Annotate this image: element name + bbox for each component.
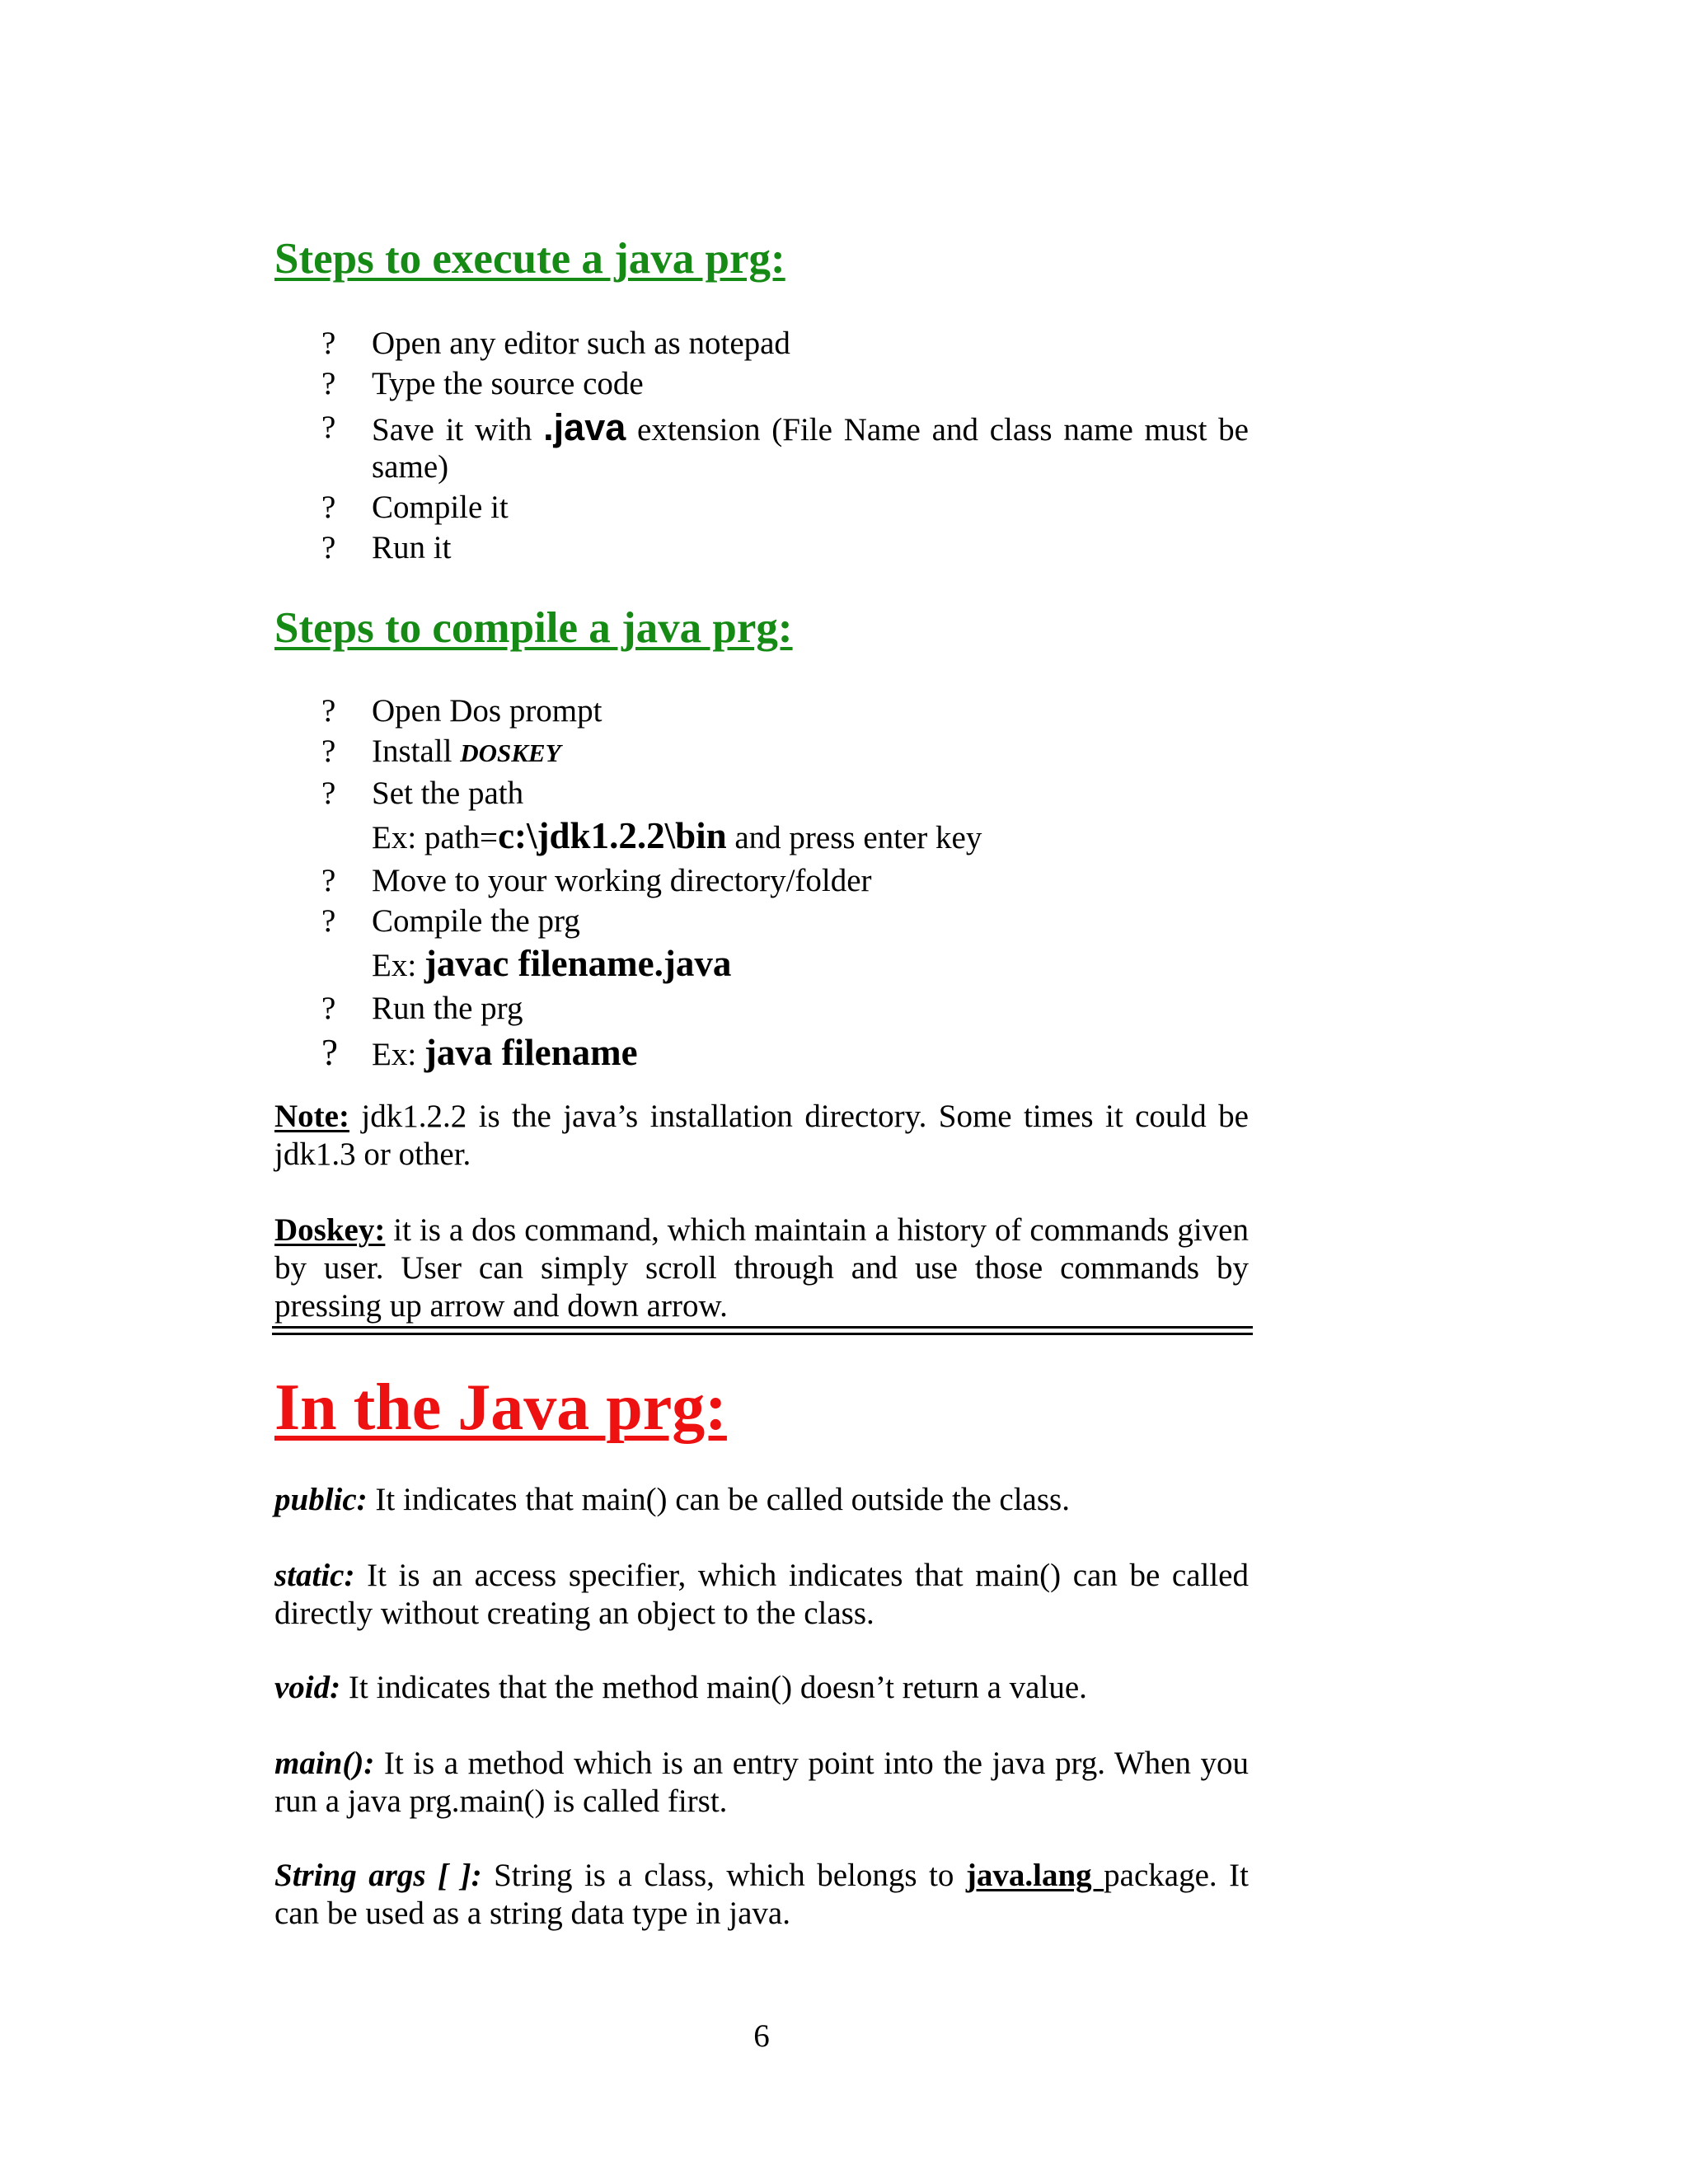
bullet-mark: ?	[321, 693, 336, 729]
note-label: Note:	[274, 1099, 349, 1134]
static-paragraph: static: It is an access specifier, which indicates that main() can be called directly without creating an object to the class.	[274, 1558, 1249, 1631]
bullet-mark: ?	[321, 326, 336, 361]
list-item: ? Ex: java filename	[274, 1029, 1249, 1079]
static-label: static:	[274, 1558, 355, 1593]
list-item: ? Open Dos prompt	[274, 691, 1249, 731]
path-value: c:\jdk1.2.2\bin	[498, 815, 727, 856]
string-args-label: String args [ ]:	[274, 1858, 482, 1893]
list-item: ? Open any editor such as notepad	[274, 323, 1249, 363]
list-item: ? Install DOSKEY	[274, 731, 1249, 773]
heading-compile-steps: Steps to compile a java prg:	[274, 604, 793, 652]
javac-example: Ex: javac filename.java	[372, 943, 732, 984]
void-paragraph: void: It indicates that the method main() doesn’t return a value.	[274, 1670, 1087, 1705]
bullet-mark: ?	[321, 410, 336, 445]
heading-in-java-prg: In the Java prg:	[274, 1371, 727, 1444]
main-paragraph: main(): It is a method which is an entry point into the java prg. When you run a java prg.main() is called first.	[274, 1746, 1249, 1819]
javac-command: javac filename.java	[424, 943, 732, 984]
bullet-mark: ?	[321, 776, 336, 811]
main-label: main():	[274, 1746, 375, 1781]
compile-steps-list	[274, 691, 1249, 1079]
string-args-paragraph: String args [ ]: String is a class, which belongs to java.lang package. It can be used as a string data type in java.	[274, 1858, 1249, 1931]
list-item: ? Move to your working directory/folder	[274, 860, 1249, 901]
bullet-mark: ?	[321, 991, 336, 1026]
divider-line-top	[272, 1326, 1253, 1329]
java-command: java filename	[424, 1032, 638, 1073]
java-lang-package: java.lang	[965, 1858, 1104, 1893]
divider-line-bottom	[272, 1333, 1253, 1335]
bullet-mark: ?	[321, 490, 336, 525]
void-label: void:	[274, 1670, 341, 1705]
path-example: Ex: path=c:\jdk1.2.2\bin and press enter key	[372, 815, 982, 856]
heading-execute-steps: Steps to execute a java prg:	[274, 235, 785, 283]
public-label: public:	[274, 1482, 368, 1517]
execute-steps-list	[274, 323, 1249, 568]
bullet-mark: ?	[321, 903, 336, 939]
list-item: ? Compile it	[274, 487, 1249, 527]
list-item: ? Run the prg	[274, 988, 1249, 1029]
list-item: ? Run it	[274, 527, 1249, 568]
list-item: ? Compile the prg	[274, 901, 1249, 941]
list-item: ? Type the source code	[274, 363, 1249, 404]
java-extension: .java	[543, 406, 626, 448]
doskey-term: DOSKEY	[460, 738, 561, 767]
document-page	[274, 0, 1249, 2184]
bullet-mark: ?	[321, 1032, 338, 1073]
bullet-mark: ?	[321, 530, 336, 565]
doskey-paragraph: Doskey: it is a dos command, which maintain a history of commands given by user. User can simply scroll through and use those commands by pressing up arrow and down arrow.	[274, 1212, 1249, 1324]
note-paragraph: Note: jdk1.2.2 is the java’s installation directory. Some times it could be jdk1.3 or other.	[274, 1099, 1249, 1172]
list-item: ? Save it with .java extension (File Name and class name must be	[321, 406, 1249, 448]
list-item-continuation: same)	[372, 449, 449, 485]
bullet-mark: ?	[321, 733, 336, 769]
public-paragraph: public: It indicates that main() can be called outside the class.	[274, 1482, 1070, 1517]
doskey-label: Doskey:	[274, 1212, 386, 1248]
bullet-mark: ?	[321, 863, 336, 898]
bullet-mark: ?	[321, 366, 336, 401]
list-item: ? Set the path	[274, 773, 1249, 813]
page-number: 6	[753, 2018, 770, 2054]
